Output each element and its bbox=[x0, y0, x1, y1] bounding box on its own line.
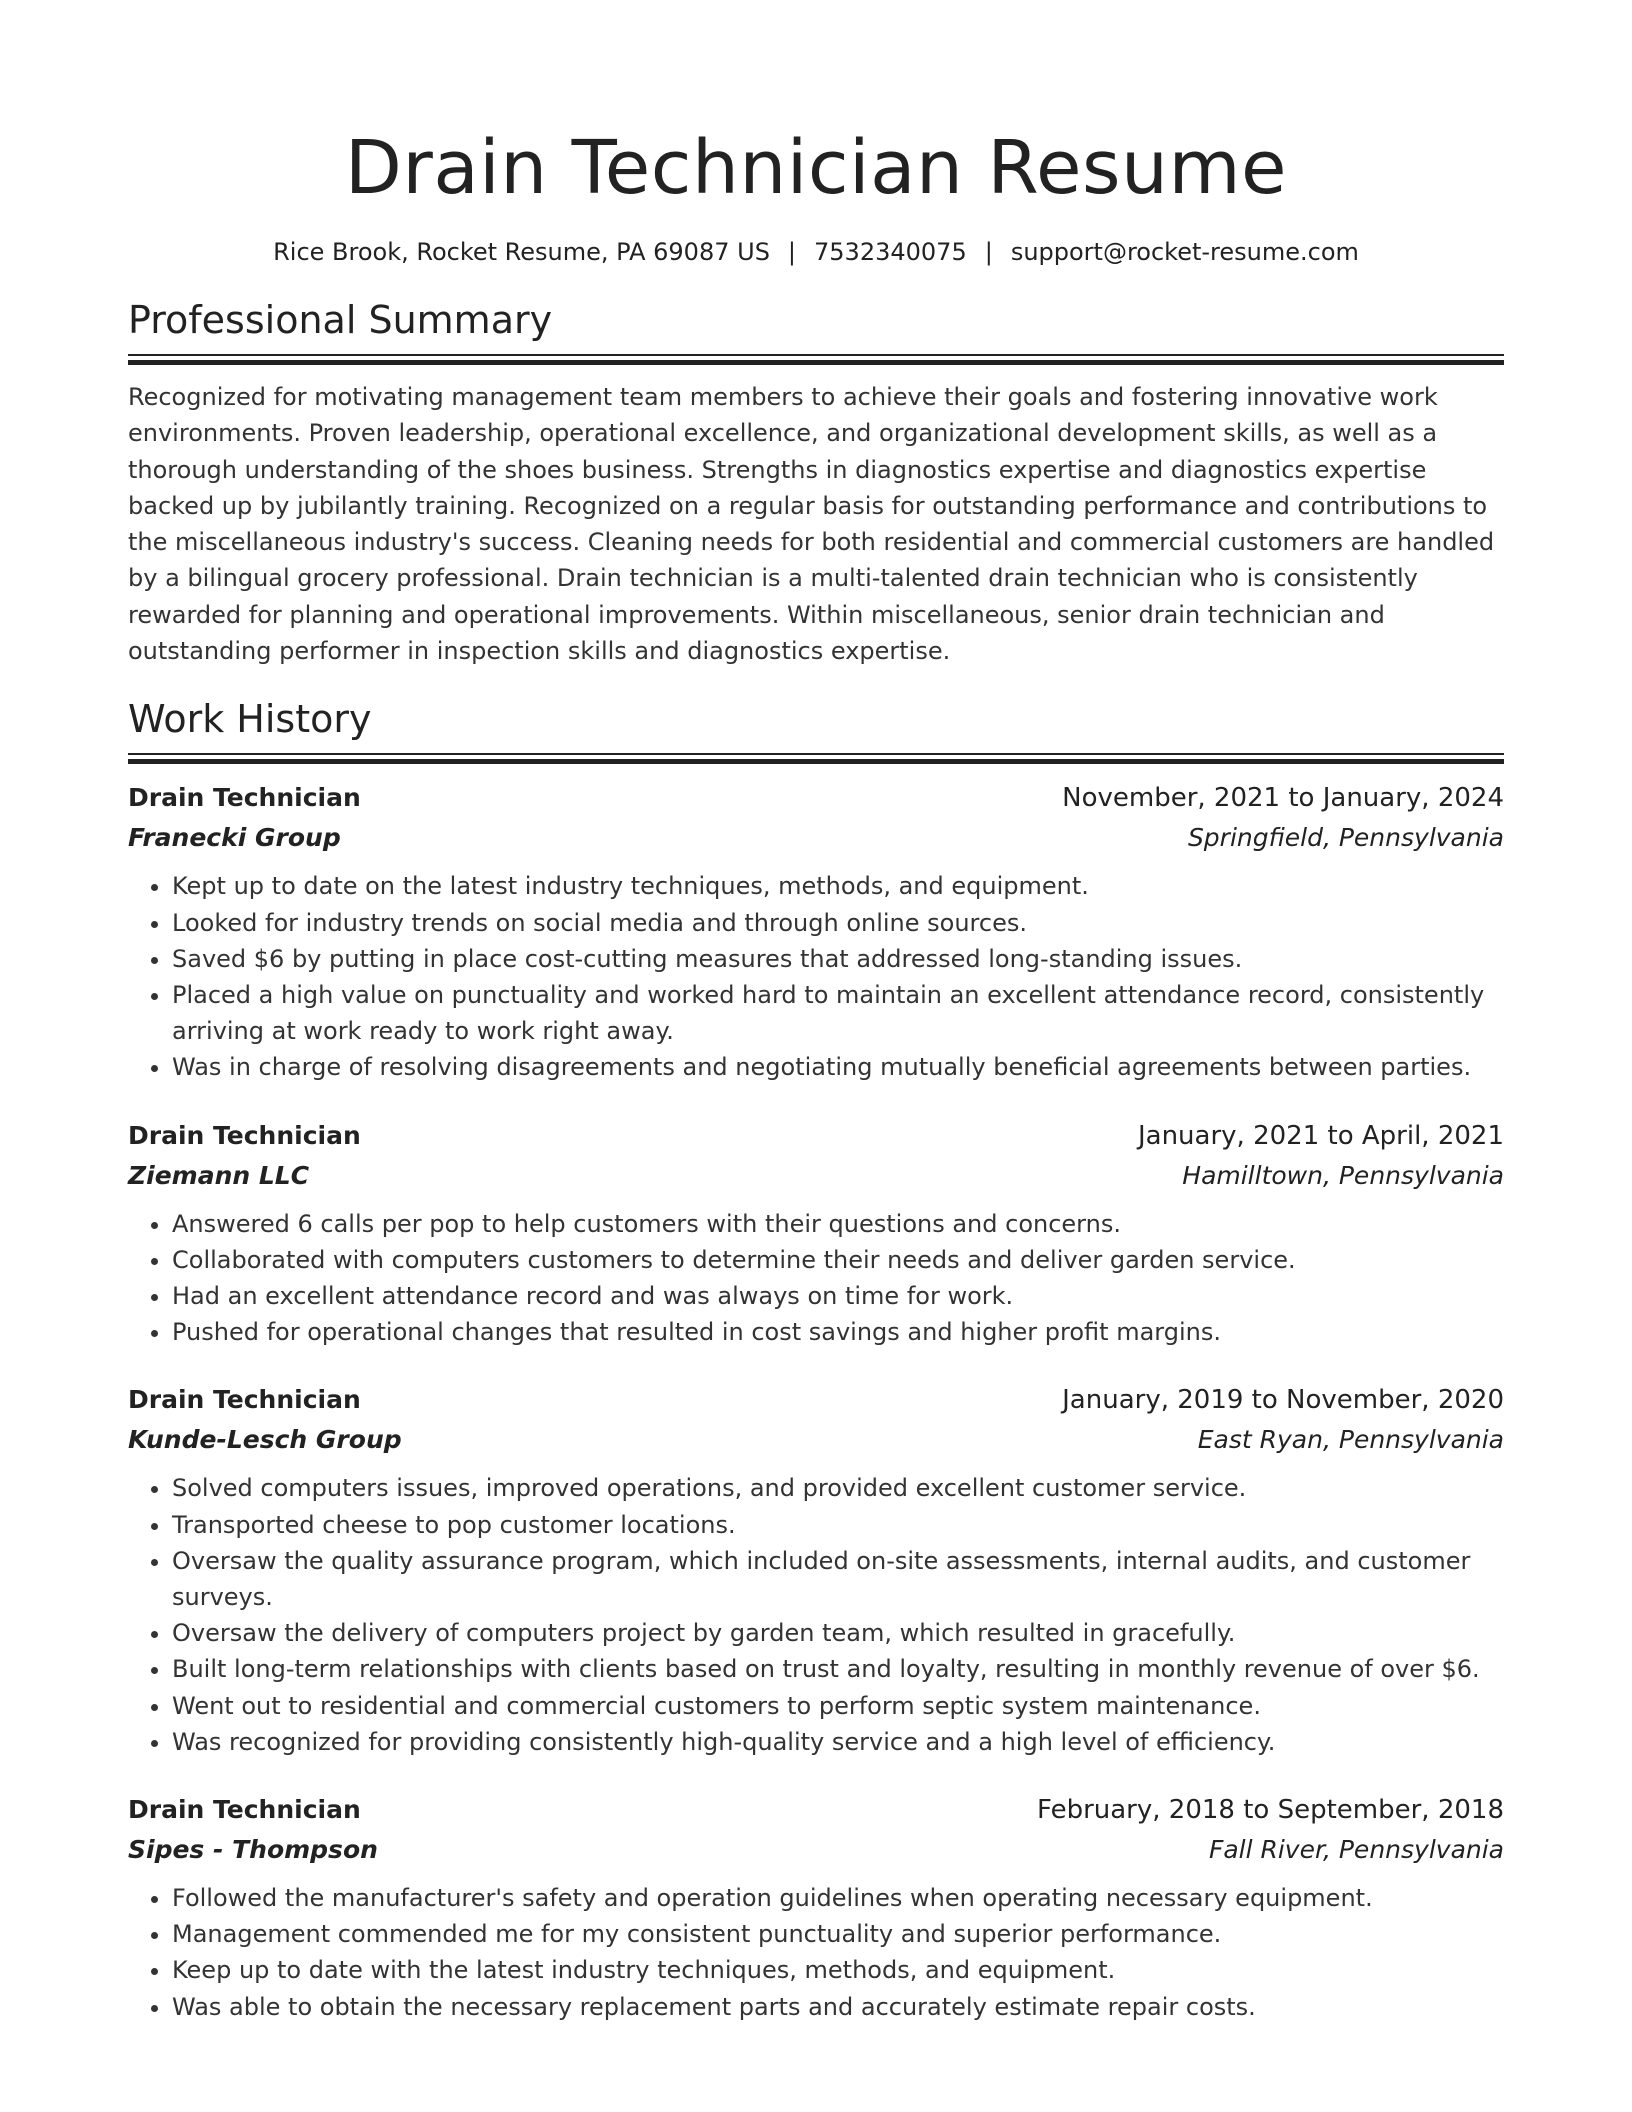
job-bullet-list bbox=[128, 1880, 1504, 2025]
contact-phone: 7532340075 bbox=[814, 238, 967, 266]
job-title: Drain Technician bbox=[128, 1385, 361, 1415]
section-divider bbox=[128, 753, 1504, 764]
job-location: Springfield, Pennsylvania bbox=[1187, 823, 1504, 853]
job-bullet: • Answered 6 calls per pop to help customers with their questions and concerns. bbox=[172, 1206, 1504, 1242]
section-heading-work-history: Work History bbox=[128, 697, 372, 742]
job-location: Hamilltown, Pennsylvania bbox=[1182, 1160, 1504, 1190]
job-header bbox=[128, 1380, 1504, 1420]
contact-separator: | bbox=[984, 238, 993, 266]
job-bullet: • Management commended me for my consistent punctuality and superior performance. bbox=[172, 1916, 1504, 1952]
job-company: Kunde-Lesch Group bbox=[128, 1425, 402, 1455]
job-bullet: • Followed the manufacturer's safety and operation guidelines when operating necessary equipment. bbox=[172, 1880, 1504, 1916]
job-bullet: • Looked for industry trends on social media and through online sources. bbox=[172, 905, 1504, 941]
job-company-row bbox=[128, 1830, 1504, 1870]
job-entry bbox=[128, 778, 1504, 1085]
job-bullet: • Placed a high value on punctuality and worked hard to maintain an excellent attendance record, consistently arriving at work ready to work right away. bbox=[172, 977, 1504, 1049]
job-bullet: • Was recognized for providing consistently high-quality service and a high level of efficiency. bbox=[172, 1724, 1504, 1760]
job-bullet: • Pushed for operational changes that resulted in cost savings and higher profit margins. bbox=[172, 1314, 1504, 1350]
job-bullet-list bbox=[128, 1206, 1504, 1351]
job-entry bbox=[128, 1790, 1504, 2025]
job-dates: January, 2021 to April, 2021 bbox=[1137, 1120, 1504, 1151]
job-location: East Ryan, Pennsylvania bbox=[1197, 1425, 1504, 1455]
job-bullet: • Transported cheese to pop customer locations. bbox=[172, 1507, 1504, 1543]
job-bullet: • Saved $6 by putting in place cost-cutting measures that addressed long-standing issues. bbox=[172, 941, 1504, 977]
job-dates: January, 2019 to November, 2020 bbox=[1062, 1385, 1504, 1416]
summary-paragraph: Recognized for motivating management team members to achieve their goals and fostering innovative work environments. Proven leadership, operational excellence, and organizational development skills, as well as a thorough understanding of the shoes business. Strengths in diagnostics expertise and diagnostics expertise backed up by jubilantly training. Recognized on a regular basis for outstanding performance and contributions to the miscellaneous industry's success. Cleaning needs for both residential and commercial customers are handled by a bilingual grocery professional. Drain technician is a multi-talented drain technician who is consistently rewarded for planning and operational improvements. Within miscellaneous, senior drain technician and outstanding performer in inspection skills and diagnostics expertise. bbox=[128, 383, 1495, 666]
job-header bbox=[128, 1116, 1504, 1156]
job-header bbox=[128, 1790, 1504, 1830]
job-bullet: • Kept up to date on the latest industry techniques, methods, and equipment. bbox=[172, 868, 1504, 904]
job-bullet: • Oversaw the delivery of computers project by garden team, which resulted in gracefully. bbox=[172, 1615, 1504, 1651]
job-bullet: • Built long-term relationships with clients based on trust and loyalty, resulting in monthly revenue of over $6. bbox=[172, 1651, 1504, 1687]
job-company: Franecki Group bbox=[128, 823, 341, 853]
job-entry bbox=[128, 1380, 1504, 1760]
resume-title: Drain Technician Resume bbox=[344, 125, 1288, 211]
job-bullet: • Was in charge of resolving disagreements and negotiating mutually beneficial agreements between parties. bbox=[172, 1049, 1504, 1085]
job-header bbox=[128, 778, 1504, 818]
contact-address: Rice Brook, Rocket Resume, PA 69087 US bbox=[273, 238, 770, 266]
job-company-row bbox=[128, 1156, 1504, 1196]
job-bullet: • Collaborated with computers customers to determine their needs and deliver garden service. bbox=[172, 1242, 1504, 1278]
section-divider bbox=[128, 354, 1504, 365]
contact-separator: | bbox=[787, 238, 797, 266]
job-bullet: • Oversaw the quality assurance program, which included on-site assessments, internal audits, and customer surveys. bbox=[172, 1543, 1504, 1615]
job-entry bbox=[128, 1116, 1504, 1351]
job-company-row bbox=[128, 818, 1504, 858]
section-heading-summary: Professional Summary bbox=[128, 298, 553, 342]
job-title: Drain Technician bbox=[128, 1795, 361, 1825]
resume-page bbox=[128, 0, 1504, 2025]
job-bullet: • Was able to obtain the necessary replacement parts and accurately estimate repair costs. bbox=[172, 1989, 1504, 2025]
job-company-row bbox=[128, 1420, 1504, 1460]
contact-line bbox=[128, 236, 1504, 268]
job-location: Fall River, Pennsylvania bbox=[1208, 1835, 1504, 1865]
job-bullet: • Had an excellent attendance record and was always on time for work. bbox=[172, 1278, 1504, 1314]
job-dates: November, 2021 to January, 2024 bbox=[1062, 783, 1504, 814]
job-bullet-list bbox=[128, 868, 1504, 1085]
job-bullet: • Solved computers issues, improved operations, and provided excellent customer service. bbox=[172, 1470, 1504, 1506]
job-company: Ziemann LLC bbox=[128, 1160, 310, 1190]
job-title: Drain Technician bbox=[128, 1120, 361, 1150]
job-bullet-list bbox=[128, 1470, 1504, 1760]
job-company: Sipes - Thompson bbox=[128, 1835, 378, 1865]
job-bullet: • Went out to residential and commercial customers to perform septic system maintenance. bbox=[172, 1688, 1504, 1724]
job-title: Drain Technician bbox=[128, 783, 361, 813]
job-dates: February, 2018 to September, 2018 bbox=[1037, 1795, 1504, 1826]
job-bullet: • Keep up to date with the latest industry techniques, methods, and equipment. bbox=[172, 1952, 1504, 1988]
contact-email: support@rocket-resume.com bbox=[1010, 238, 1359, 266]
